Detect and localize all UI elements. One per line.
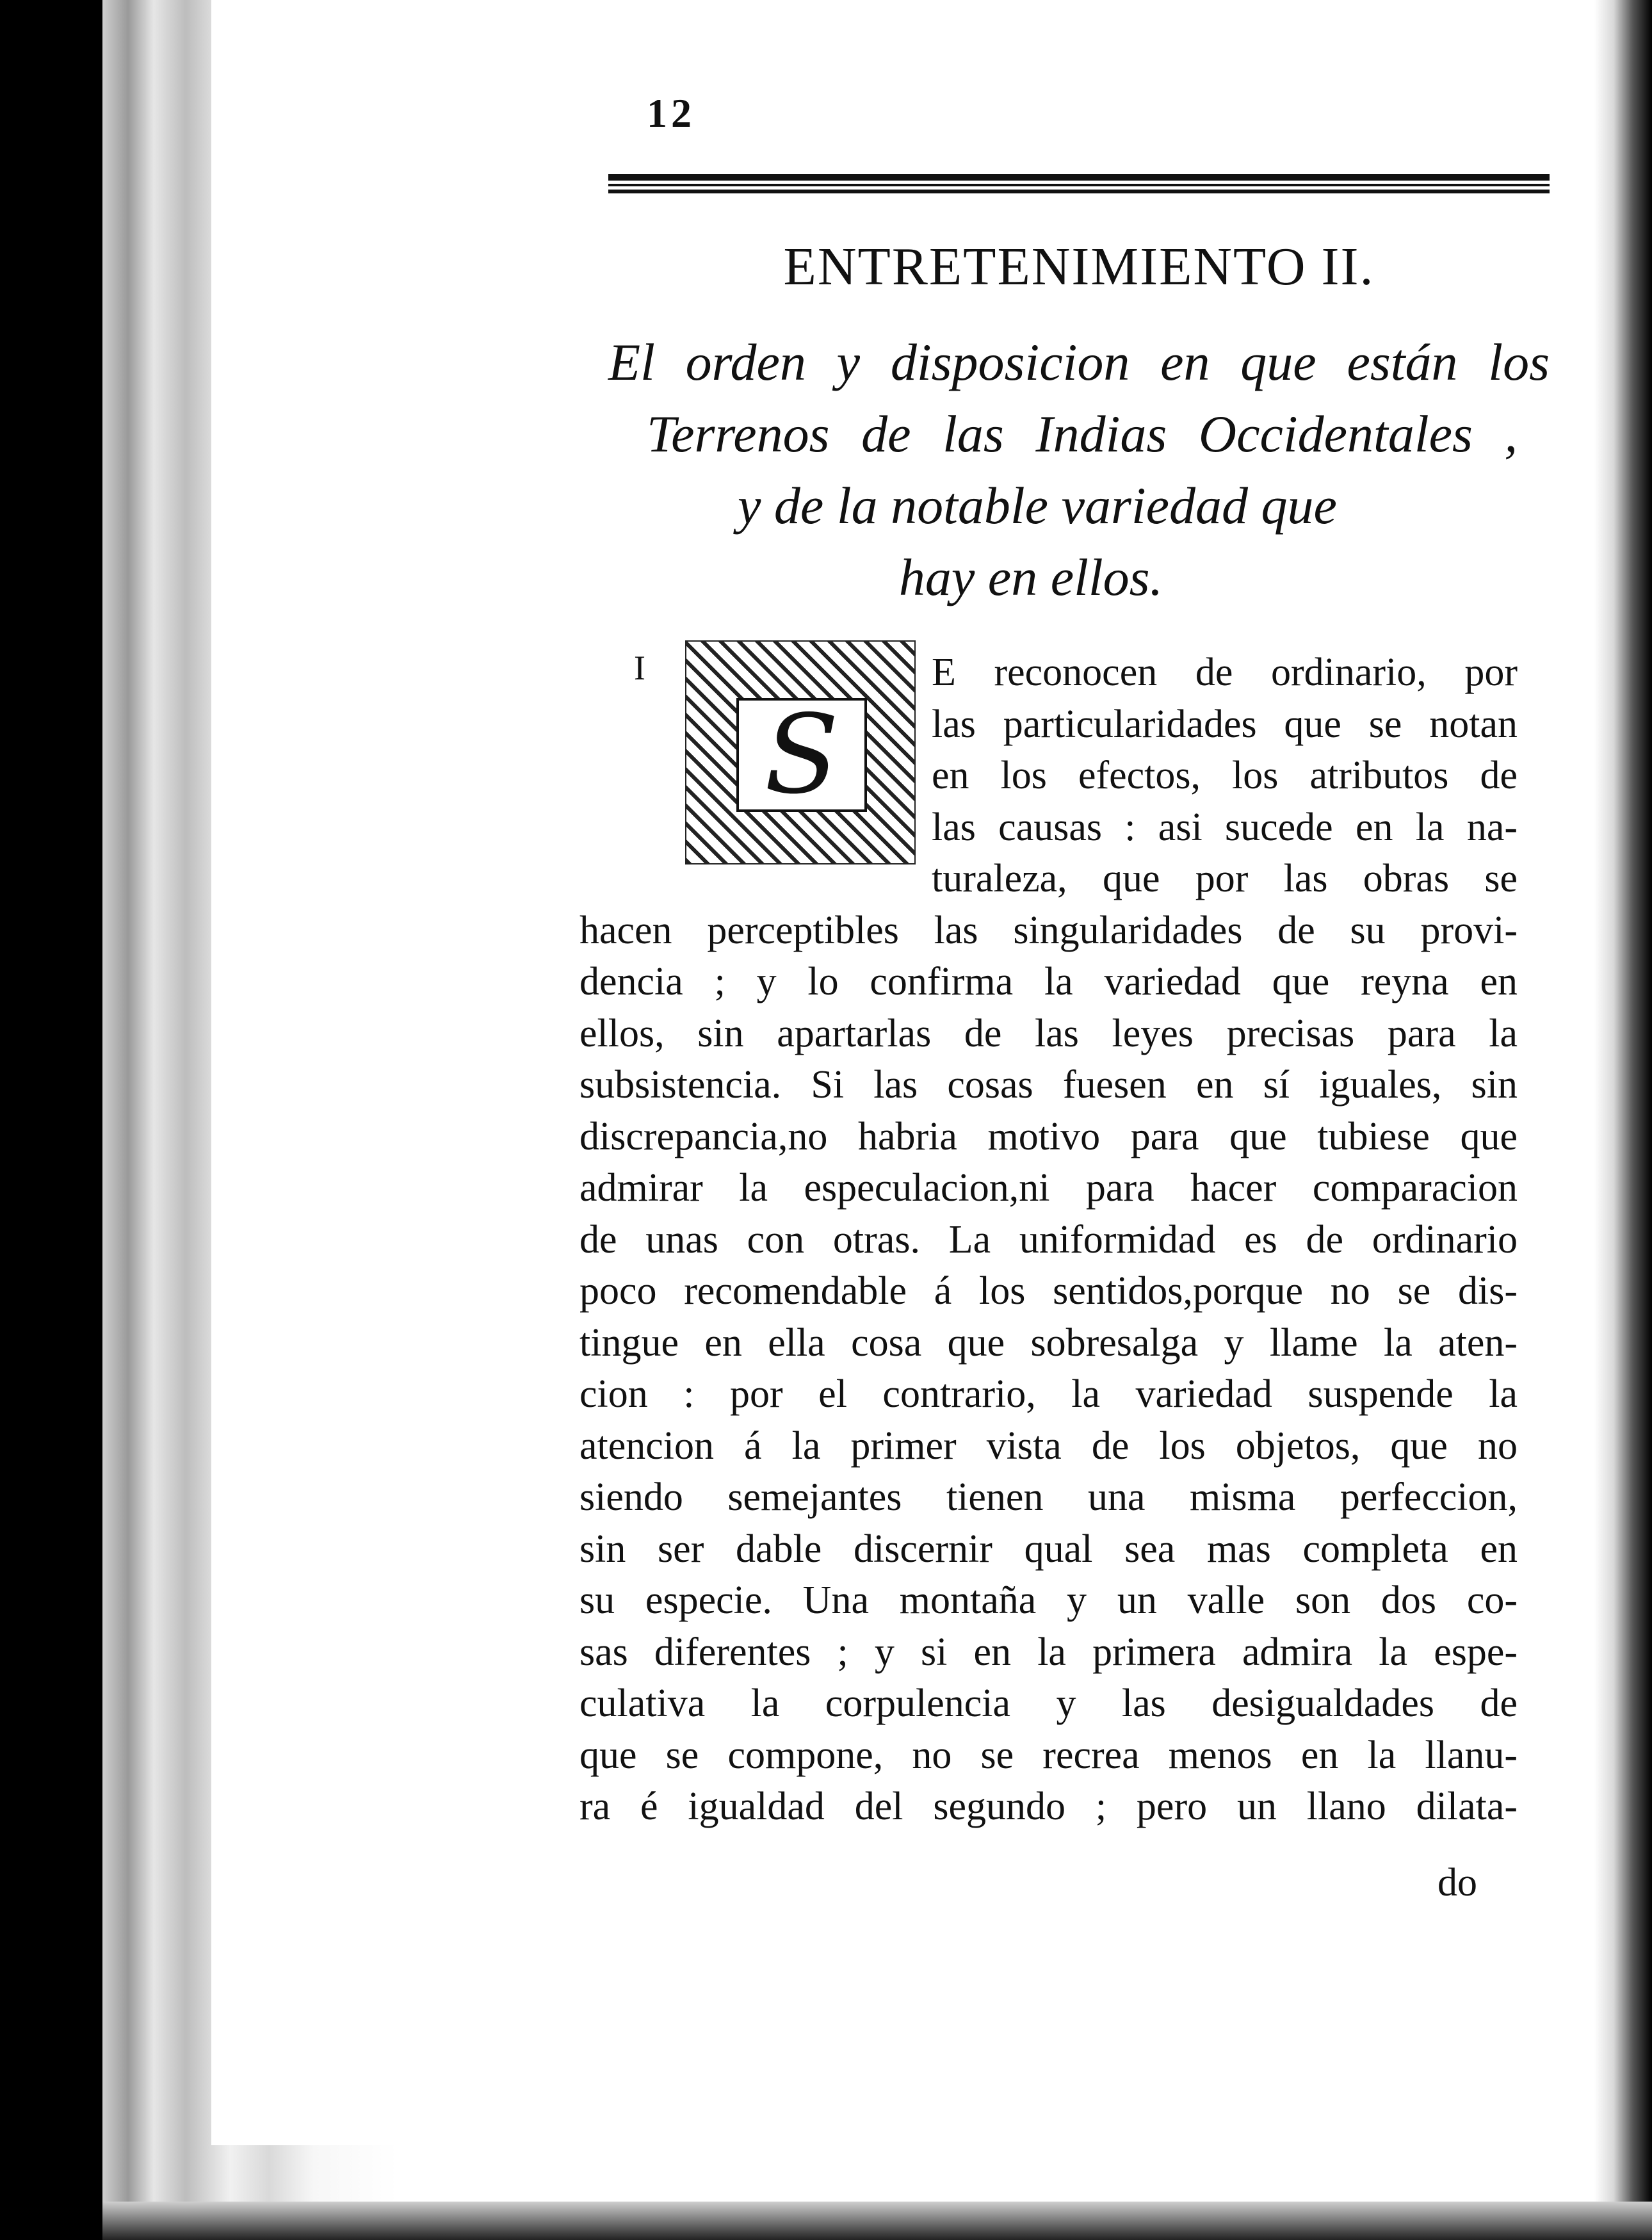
- body-line: turaleza, que por las obras se: [932, 857, 1518, 900]
- body-line: las causas : asi sucede en la na-: [932, 805, 1518, 849]
- body-line: cion : por el contrario, la variedad suspende la: [579, 1372, 1518, 1416]
- body-line: las particularidades que se notan: [932, 702, 1518, 746]
- chapter-subtitle: [608, 327, 1550, 613]
- subtitle-line: El orden y disposicion en que están los: [608, 333, 1550, 391]
- body-line: sin ser dable discernir qual sea mas completa en: [579, 1527, 1518, 1571]
- body-line: siendo semejantes tienen una misma perfeccion,: [579, 1475, 1518, 1519]
- subtitle-line: y de la notable variedad que: [738, 476, 1337, 535]
- subtitle-line: Terrenos de las Indias Occidentales ,: [647, 405, 1518, 463]
- body-line: E reconocen de ordinario, por: [932, 651, 1518, 694]
- initial-letter: S: [764, 692, 839, 818]
- body-line: su especie. Una montaña y un valle son dos co-: [579, 1579, 1518, 1622]
- body-line: poco recomendable á los sentidos,porque no se dis-: [579, 1269, 1518, 1313]
- body-line: subsistencia. Si las cosas fuesen en sí iguales, sin: [579, 1063, 1518, 1107]
- body-line: ra é igualdad del segundo ; pero un llano dilata-: [579, 1785, 1518, 1828]
- body-line: de unas con otras. La uniformidad es de ordinario: [579, 1217, 1518, 1262]
- body-line: ellos, sin apartarlas de las leyes precisas para la: [579, 1011, 1518, 1055]
- chapter-heading: ENTRETENIMIENTO II.: [783, 237, 1375, 296]
- body-line: discrepancia,no habria motivo para que tubiese que: [579, 1114, 1518, 1158]
- paragraph-number: I: [634, 649, 645, 687]
- body-line: en los efectos, los atributos de: [932, 754, 1518, 797]
- catchword: do: [1437, 1861, 1477, 1904]
- body-line: que se compone, no se recrea menos en la llanu-: [579, 1733, 1518, 1777]
- right-page-edge: [1594, 0, 1652, 2240]
- subtitle-line: hay en ellos.: [898, 548, 1163, 606]
- page-number: 12: [647, 90, 695, 136]
- body-line: tingue en ella cosa que sobresalga y llame la aten-: [579, 1320, 1518, 1365]
- body-line: admirar la especulacion,ni para hacer comparacion: [579, 1166, 1518, 1210]
- body-line: culativa la corpulencia y las desigualdades de: [579, 1682, 1518, 1725]
- body-text: [579, 647, 1518, 1833]
- bottom-page-edge: [102, 2202, 1652, 2240]
- body-line: sas diferentes ; y si en la primera admira la espe-: [579, 1630, 1518, 1674]
- body-line: atencion á la primer vista de los objetos, que no: [579, 1424, 1518, 1468]
- body-line: hacen perceptibles las singularidades de su provi-: [579, 908, 1518, 952]
- header-rule: [608, 174, 1550, 193]
- body-line: dencia ; y lo confirma la variedad que reyna en: [579, 960, 1518, 1003]
